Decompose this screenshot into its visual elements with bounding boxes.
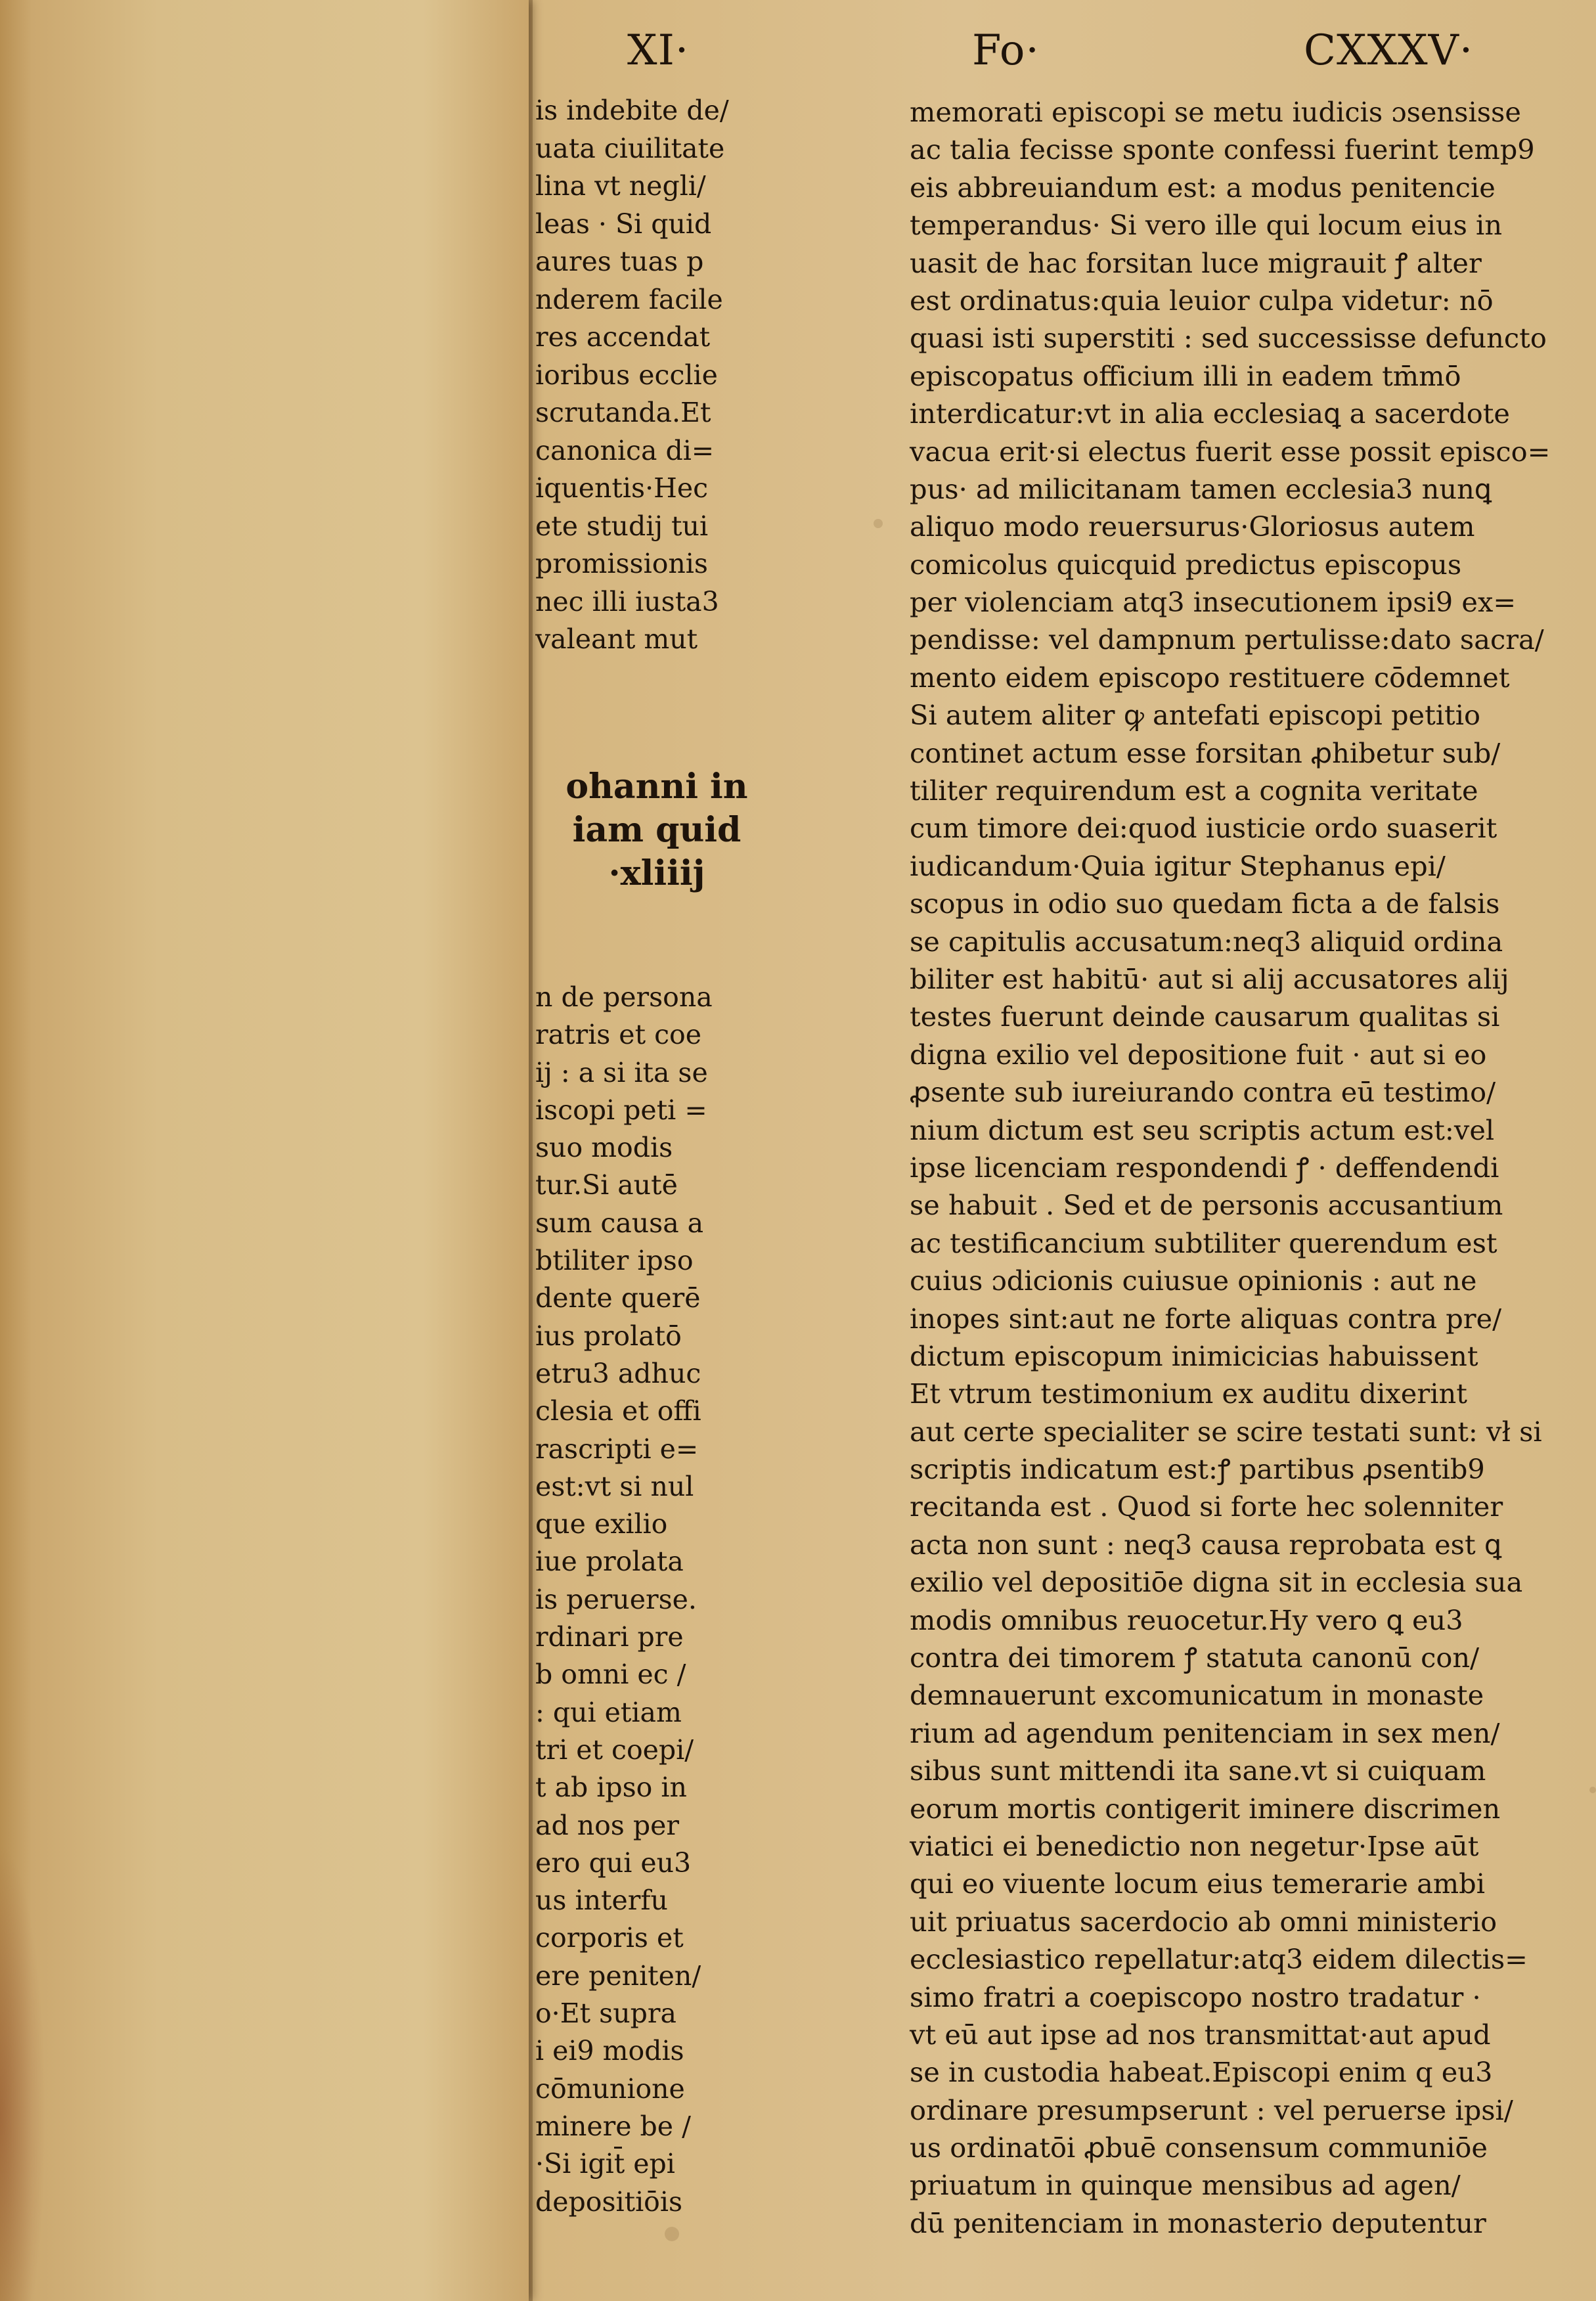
fragment-text-line: o·Et supra bbox=[535, 1998, 676, 2030]
text-line: rium ad agendum penitenciam in sex men/ bbox=[910, 1716, 1500, 1749]
text-line: contra dei timorem ꝭ statuta canonū con/ bbox=[910, 1642, 1480, 1674]
text-line: biliter est habitū· aut si alij accusatores alij bbox=[910, 962, 1509, 995]
text-line: viatici ei benedictio non negetur·Ipse aūt bbox=[910, 1829, 1479, 1862]
paper-stain bbox=[1589, 1787, 1596, 1793]
fragment-text-line: rascripti e= bbox=[535, 1433, 699, 1465]
rubric-line: ohanni in bbox=[565, 767, 748, 807]
fragment-text-line: is peruerse. bbox=[535, 1583, 697, 1615]
text-line: uasit de hac forsitan luce migrauit ꝭ alter bbox=[910, 246, 1482, 279]
fragment-text-line: iquentis·Hec bbox=[535, 472, 709, 504]
fragment-text-line: est:vt si nul bbox=[535, 1470, 694, 1502]
text-line: qui eo viuente locum eius temerarie ambi bbox=[910, 1867, 1485, 1900]
text-line: ꝓsente sub iureiurando contra eū testimo/ bbox=[910, 1076, 1496, 1109]
text-line: se in custodia habeat.Episcopi enim q eu3 bbox=[910, 2056, 1493, 2089]
text-line: pus· ad milicitanam tamen ecclesia3 nunꝗ bbox=[910, 472, 1492, 505]
text-line: uit priuatus sacerdocio ab omni ministerio bbox=[910, 1905, 1497, 1938]
fragment-text-line: iue prolata bbox=[535, 1546, 684, 1578]
fragment-text-line: res accendat bbox=[535, 321, 711, 353]
running-head-number: CXXXV· bbox=[1304, 26, 1474, 75]
text-line: cum timore dei:quod iusticie ordo suaserit bbox=[910, 812, 1497, 845]
fragment-text-line: leas · Si quid bbox=[535, 208, 712, 240]
text-line: interdicatur:vt in alia ecclesiaꝗ a sacerdote bbox=[910, 397, 1510, 430]
text-line: simo fratri a coepiscopo nostro tradatur · bbox=[910, 1980, 1481, 2013]
text-line: ac talia fecisse sponte confessi fuerint temp9 bbox=[910, 133, 1535, 166]
running-head-left: XI· bbox=[627, 26, 690, 75]
fragment-text-line: ioribus ecclie bbox=[535, 359, 718, 391]
overlapping-blank-leaf bbox=[0, 0, 529, 2301]
text-line: continet actum esse forsitan ꝓhibetur sub/ bbox=[910, 736, 1501, 769]
text-line: temperandus· Si vero ille qui locum eius in bbox=[910, 209, 1503, 242]
fragment-text-line: b omni ec / bbox=[535, 1659, 686, 1691]
paper-stain bbox=[874, 519, 883, 528]
fragment-text-line: iscopi peti = bbox=[535, 1094, 707, 1126]
fragment-text-line: que exilio bbox=[535, 1508, 668, 1540]
text-line: Si autem aliter ꝙ antefati episcopi petitio bbox=[910, 699, 1480, 732]
fragment-text-line: dente querē bbox=[535, 1282, 701, 1314]
text-line: comicolus quicquid predictus episcopus bbox=[910, 548, 1462, 581]
left-column-fragment-top bbox=[535, 92, 772, 659]
text-line: aliquo modo reuersurus·Gloriosus autem bbox=[910, 510, 1475, 543]
fragment-text-line: scrutanda.Et bbox=[535, 397, 711, 428]
text-line: dictum episcopum inimicicias habuissent bbox=[910, 1339, 1478, 1372]
fragment-text-line: canonica di= bbox=[535, 434, 715, 466]
fragment-text-line: t ab ipso in bbox=[535, 1772, 687, 1804]
text-line: ac testificancium subtiliter querendum est bbox=[910, 1226, 1497, 1259]
text-line: acta non sunt : neq3 causa reprobata est ꝗ bbox=[910, 1528, 1502, 1561]
fragment-text-line: i ei9 modis bbox=[535, 2035, 684, 2067]
text-line: per violenciam atq3 insecutionem ipsi9 ex= bbox=[910, 586, 1517, 619]
text-line: scriptis indicatum est:ꝭ partibus ꝓsentib9 bbox=[910, 1453, 1485, 1486]
fragment-text-line: ere peniten/ bbox=[535, 1959, 701, 1992]
text-line: ordinare presumpserunt : vel peruerse ipsi/ bbox=[910, 2093, 1513, 2126]
fragment-text-line: suo modis bbox=[535, 1132, 673, 1164]
fragment-text-line: minere be / bbox=[535, 2110, 691, 2142]
text-line: pendisse: vel dampnum pertulisse:dato sacra/ bbox=[910, 623, 1544, 656]
fragment-text-line: ero qui eu3 bbox=[535, 1846, 692, 1879]
text-line: ipse licenciam respondendi ꝭ · deffendendi bbox=[910, 1151, 1499, 1184]
fragment-text-line: etru3 adhuc bbox=[535, 1357, 701, 1389]
text-line: Et vtrum testimonium ex auditu dixerint bbox=[910, 1377, 1467, 1410]
fragment-text-line: btiliter ipso bbox=[535, 1245, 694, 1277]
text-line: episcopatus officium illi in eadem tm̄mō bbox=[910, 359, 1461, 392]
running-head-folio: Fo· bbox=[972, 26, 1040, 75]
fragment-text-line: : qui etiam bbox=[535, 1696, 682, 1728]
text-line: se habuit . Sed et de personis accusantium bbox=[910, 1189, 1503, 1222]
fragment-text-line: nderem facile bbox=[535, 283, 723, 315]
fragment-text-line: ij : a si ita se bbox=[535, 1056, 708, 1088]
fragment-text-line: depositiōis bbox=[535, 2185, 683, 2218]
fragment-text-line: is indebite de/ bbox=[535, 95, 729, 126]
text-line: eorum mortis contigerit iminere discrimen bbox=[910, 1792, 1501, 1825]
main-text-column bbox=[910, 93, 1596, 2242]
text-line: se capitulis accusatum:neq3 aliquid ordina bbox=[910, 925, 1503, 958]
fragment-text-line: uata ciuilitate bbox=[535, 132, 725, 164]
text-line: nium dictum est seu scriptis actum est:vel bbox=[910, 1113, 1495, 1146]
text-line: ecclesiastico repellatur:atq3 eidem dilectis= bbox=[910, 1943, 1528, 1976]
fragment-text-line: ratris et coe bbox=[535, 1019, 701, 1051]
text-line: scopus in odio suo quedam ficta a de falsis bbox=[910, 887, 1500, 920]
text-line: sibus sunt mittendi ita sane.vt si cuiquam bbox=[910, 1754, 1486, 1787]
text-line: vt eū aut ipse ad nos transmittat·aut apud bbox=[910, 2018, 1491, 2051]
fragment-text-line: us interfu bbox=[535, 1885, 668, 1917]
text-line: aut certe specialiter se scire testati sunt: vł si bbox=[910, 1415, 1542, 1448]
text-line: demnauerunt excomunicatum in monaste bbox=[910, 1679, 1484, 1712]
fragment-text-line: valeant mut bbox=[535, 623, 698, 655]
fragment-text-line: n de persona bbox=[535, 981, 713, 1013]
rubric-line: iam quid bbox=[572, 810, 742, 850]
text-line: exilio vel depositiōe digna sit in ecclesia sua bbox=[910, 1566, 1523, 1599]
text-line: digna exilio vel depositione fuit · aut si eo bbox=[910, 1038, 1487, 1071]
fragment-text-line: sum causa a bbox=[535, 1207, 704, 1239]
text-line: tiliter requirendum est a cognita veritate bbox=[910, 774, 1478, 807]
text-line: dū penitenciam in monasterio deputentur bbox=[910, 2206, 1486, 2239]
text-line: memorati episcopi se metu iudicis ɔsensisse bbox=[910, 96, 1521, 128]
text-line: us ordinatōi ꝓbuē consensum communiōe bbox=[910, 2132, 1488, 2164]
fragment-text-line: cōmunione bbox=[535, 2072, 685, 2105]
fragment-text-line: ius prolatō bbox=[535, 1320, 682, 1352]
paper-stain bbox=[665, 2227, 679, 2241]
text-line: quasi isti superstiti : sed successisse defuncto bbox=[910, 322, 1547, 355]
text-line: eis abbreuiandum est: a modus penitencie bbox=[910, 171, 1496, 204]
text-line: recitanda est . Quod si forte hec solenniter bbox=[910, 1490, 1503, 1523]
text-line: inopes sint:aut ne forte aliquas contra pre/ bbox=[910, 1302, 1502, 1335]
fragment-text-line: tur.Si autē bbox=[535, 1169, 678, 1201]
text-line: est ordinatus:quia leuior culpa videtur: nō bbox=[910, 284, 1494, 317]
leaf-edge-shadow bbox=[529, 0, 533, 2301]
text-line: modis omnibus reuocetur.Hy vero ꝗ eu3 bbox=[910, 1603, 1463, 1636]
fragment-text-line: ete studij tui bbox=[535, 510, 709, 542]
fragment-text-line: ·Si igit̄ epi bbox=[535, 2148, 675, 2180]
left-column-rubric bbox=[548, 765, 765, 895]
fragment-text-line: nec illi iusta3 bbox=[535, 585, 719, 617]
left-column-fragment-bottom bbox=[535, 979, 772, 2221]
fragment-text-line: rdinari pre bbox=[535, 1621, 684, 1653]
text-line: testes fuerunt deinde causarum qualitas si bbox=[910, 1000, 1500, 1033]
fragment-text-line: tri et coepi/ bbox=[535, 1733, 694, 1766]
rubric-line: ·xliiij bbox=[608, 853, 705, 893]
fragment-text-line: ad nos per bbox=[535, 1809, 679, 1841]
text-line: iudicandum·Quia igitur Stephanus epi/ bbox=[910, 849, 1446, 882]
fragment-text-line: clesia et offi bbox=[535, 1395, 701, 1427]
text-line: cuius ɔdicionis cuiusue opinionis : aut ne bbox=[910, 1264, 1477, 1297]
fragment-text-line: lina vt negli/ bbox=[535, 170, 706, 202]
fragment-text-line: promissionis bbox=[535, 548, 708, 579]
text-line: mento eidem episcopo restituere cōdemnet bbox=[910, 661, 1510, 694]
text-line: priuatum in quinque mensibus ad agen/ bbox=[910, 2169, 1461, 2202]
fragment-text-line: aures tuas p bbox=[535, 246, 704, 277]
fragment-text-line: corporis et bbox=[535, 1922, 684, 1954]
text-line: vacua erit·si electus fuerit esse possit episco= bbox=[910, 435, 1551, 468]
